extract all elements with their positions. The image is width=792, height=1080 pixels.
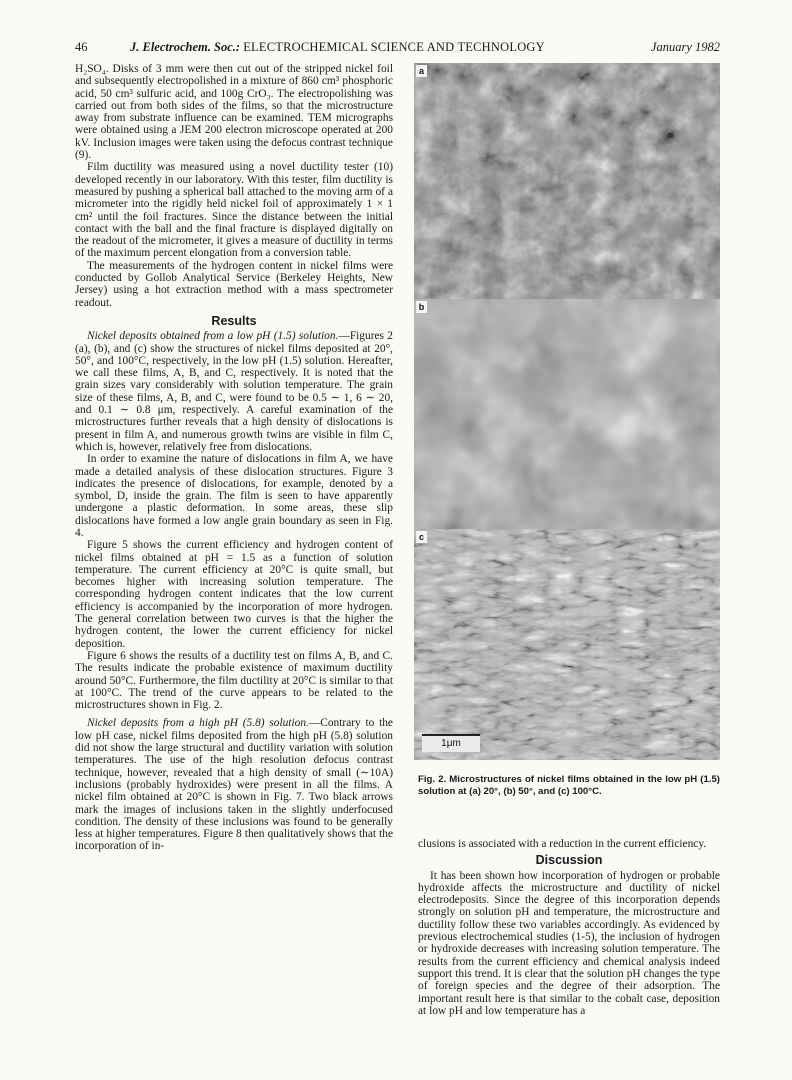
journal-title — [130, 38, 545, 56]
discussion-paragraph-1: It has been shown how incorporation of hydrogen or probable hydroxide affects the microstructure and ductility of nickel electrodeposits. Since the degree of this incorporation depends strongly on solution pH and temperature, the microstructure and ductility follow these two variables accordingly. As evidenced by previous electrochemical studies (1-5), the inclusion of hydrogen or hydroxide decreases with increasing solution temperature. The results from the current efficiency and chemical analysis indeed support this trend. It is clear that the solution pH changes the type of foreign species and the degree of their adsorption. The important result here is that similar to the cobalt case, deposition at low pH and low temperature has a — [418, 869, 720, 1017]
panel-label-c: c — [416, 531, 427, 543]
micrograph-a-image — [414, 63, 720, 299]
results-paragraph-3: Figure 5 shows the current efficiency and hydrogen content of nickel films obtained at pH = 1.5 as a function of solution temperature. The current efficiency at 20°C is quite small, but becomes higher with increasing solution temperature. The corresponding hydrogen content indicates that the low current efficiency is accompanied by the incorporation of more hydrogen. The general correlation between two curves is that the higher the hydrogen content, the lower the current efficiency for nickel deposition. — [75, 539, 393, 650]
journal-name: J. Electrochem. Soc.: — [130, 40, 241, 54]
discussion-heading: Discussion — [535, 853, 603, 868]
results-paragraph-2: In order to examine the nature of dislocations in film A, we have made a detailed analysis of these dislocation structures. Figure 3 indicates the presence of dislocations, for example, denoted by a symbol, D, inside the grain. The film is seen to have apparently undergone a plastic deformation. In some areas, these slip dislocations have formed a low angle grain boundary as seen in Fig. 4. — [75, 453, 393, 539]
results-heading: Results — [211, 313, 257, 328]
micrograph-b-image — [414, 299, 720, 529]
micrograph-panel-b — [414, 299, 720, 529]
methods-paragraph-2: Film ductility was measured using a novel ductility tester (10) developed recently in our laboratory. With this tester, film ductility is measured by pushing a spherical ball attached to the moving arm of a micrometer into the rigidly held nickel foil of approximately 1 × 1 cm² until the foil fractures. Since the distance between the initial contact with the ball and the final fracture is displayed digitally on the readout of the micrometer, it gives a measure of ductility in terms of the maximum percent elongation from a conversion table. — [75, 161, 393, 260]
micrograph-panel-a — [414, 63, 720, 299]
methods-paragraph-3: The measurements of the hydrogen content in nickel films were conducted by Gollob Analytical Service (Berkeley Heights, New Jersey) using a hot extraction method with a mass spectrometer readout. — [75, 259, 393, 309]
journal-section: ELECTROCHEMICAL SCIENCE AND TECHNOLOGY — [243, 40, 545, 54]
figure-caption: Fig. 2. Microstructures of nickel films obtained in the low pH (1.5) solution at (a) 20°, (b) 50°, and (c) 100°C. — [418, 774, 720, 797]
page-number: 46 — [75, 40, 88, 54]
results-paragraph-4: Figure 6 shows the results of a ductility test on films A, B, and C. The results indicate the probable existence of maximum ductility around 50°C. Furthermore, the film ductility at 20°C is similar to that at 100°C. The trend of the curve appears to be related to the microstructures shown in Fig. 2. — [75, 649, 393, 712]
high-ph-body: —Contrary to the low pH case, nickel films deposited from the high pH (5.8) solution did not show the large structural and ductility variation with solution temperatures. The use of the high resolution defocus contrast technique, however, revealed that a high density of small (∼10A) inclusions (probably hydroxides) were present in all the films. A nickel film obtained at 20°C is shown in Fig. 7. Two black arrows mark the images of inclusions taken in the slightly underfocused condition. The density of these inclusions was found to be generally less at higher temperatures. Figure 8 then qualitatively shows that the incorporation of in- — [75, 717, 393, 853]
results-paragraph-1 — [75, 330, 393, 453]
panel-label-b: b — [416, 301, 427, 313]
left-column — [75, 63, 393, 853]
methods-paragraph-1: H₂SO₄. Disks of 3 mm were then cut out of the stripped nickel foil and subsequently electropolished in a mixture of 860 cm³ phosphoric acid, 50 cm³ sulfuric acid, and 100g CrO₃. The electropolishing was carried out from both sides of the films, so that the microstructure away from substrate influence can be examined. TEM micrographs were obtained using a JEM 200 electron microscope operated at 200 kV. Inclusion images were taken using the defocus contrast technique (9). — [75, 63, 393, 162]
right-column — [418, 838, 720, 1017]
running-header — [75, 38, 720, 56]
micrograph-panel-c — [414, 529, 720, 760]
issue-date: January 1982 — [650, 40, 720, 54]
high-ph-subheading: Nickel deposits from a high pH (5.8) solution. — [87, 717, 309, 730]
low-ph-body: —Figures 2 (a), (b), and (c) show the structures of nickel films deposited at 20°, 50°, and 100°C, respectively, in the low pH (1.5) solution. Hereafter, we call these films, A, B, and C, respectively. It is noted that the grain sizes vary considerably with solution temperature. The grain size of these films, A, B, and C, were found to be 0.5 ∼ 1, 6 ∼ 20, and 0.1 ∼ 0.8 μm, respectively. A careful examination of the microstructures further reveals that a high density of dislocations is present in film A, and numerous growth twins are visible in film C, which is, however, relatively free from dislocations. — [75, 330, 394, 453]
scale-bar: 1μm — [422, 734, 480, 752]
panel-label-a: a — [416, 65, 427, 77]
results-paragraph-5 — [75, 717, 393, 852]
micrograph-c-image — [414, 529, 720, 760]
continuation-paragraph: clusions is associated with a reduction in the current efficiency. — [418, 838, 707, 850]
low-ph-subheading: Nickel deposits obtained from a low pH (1.5) solution. — [87, 330, 339, 343]
figure-2 — [414, 63, 720, 760]
